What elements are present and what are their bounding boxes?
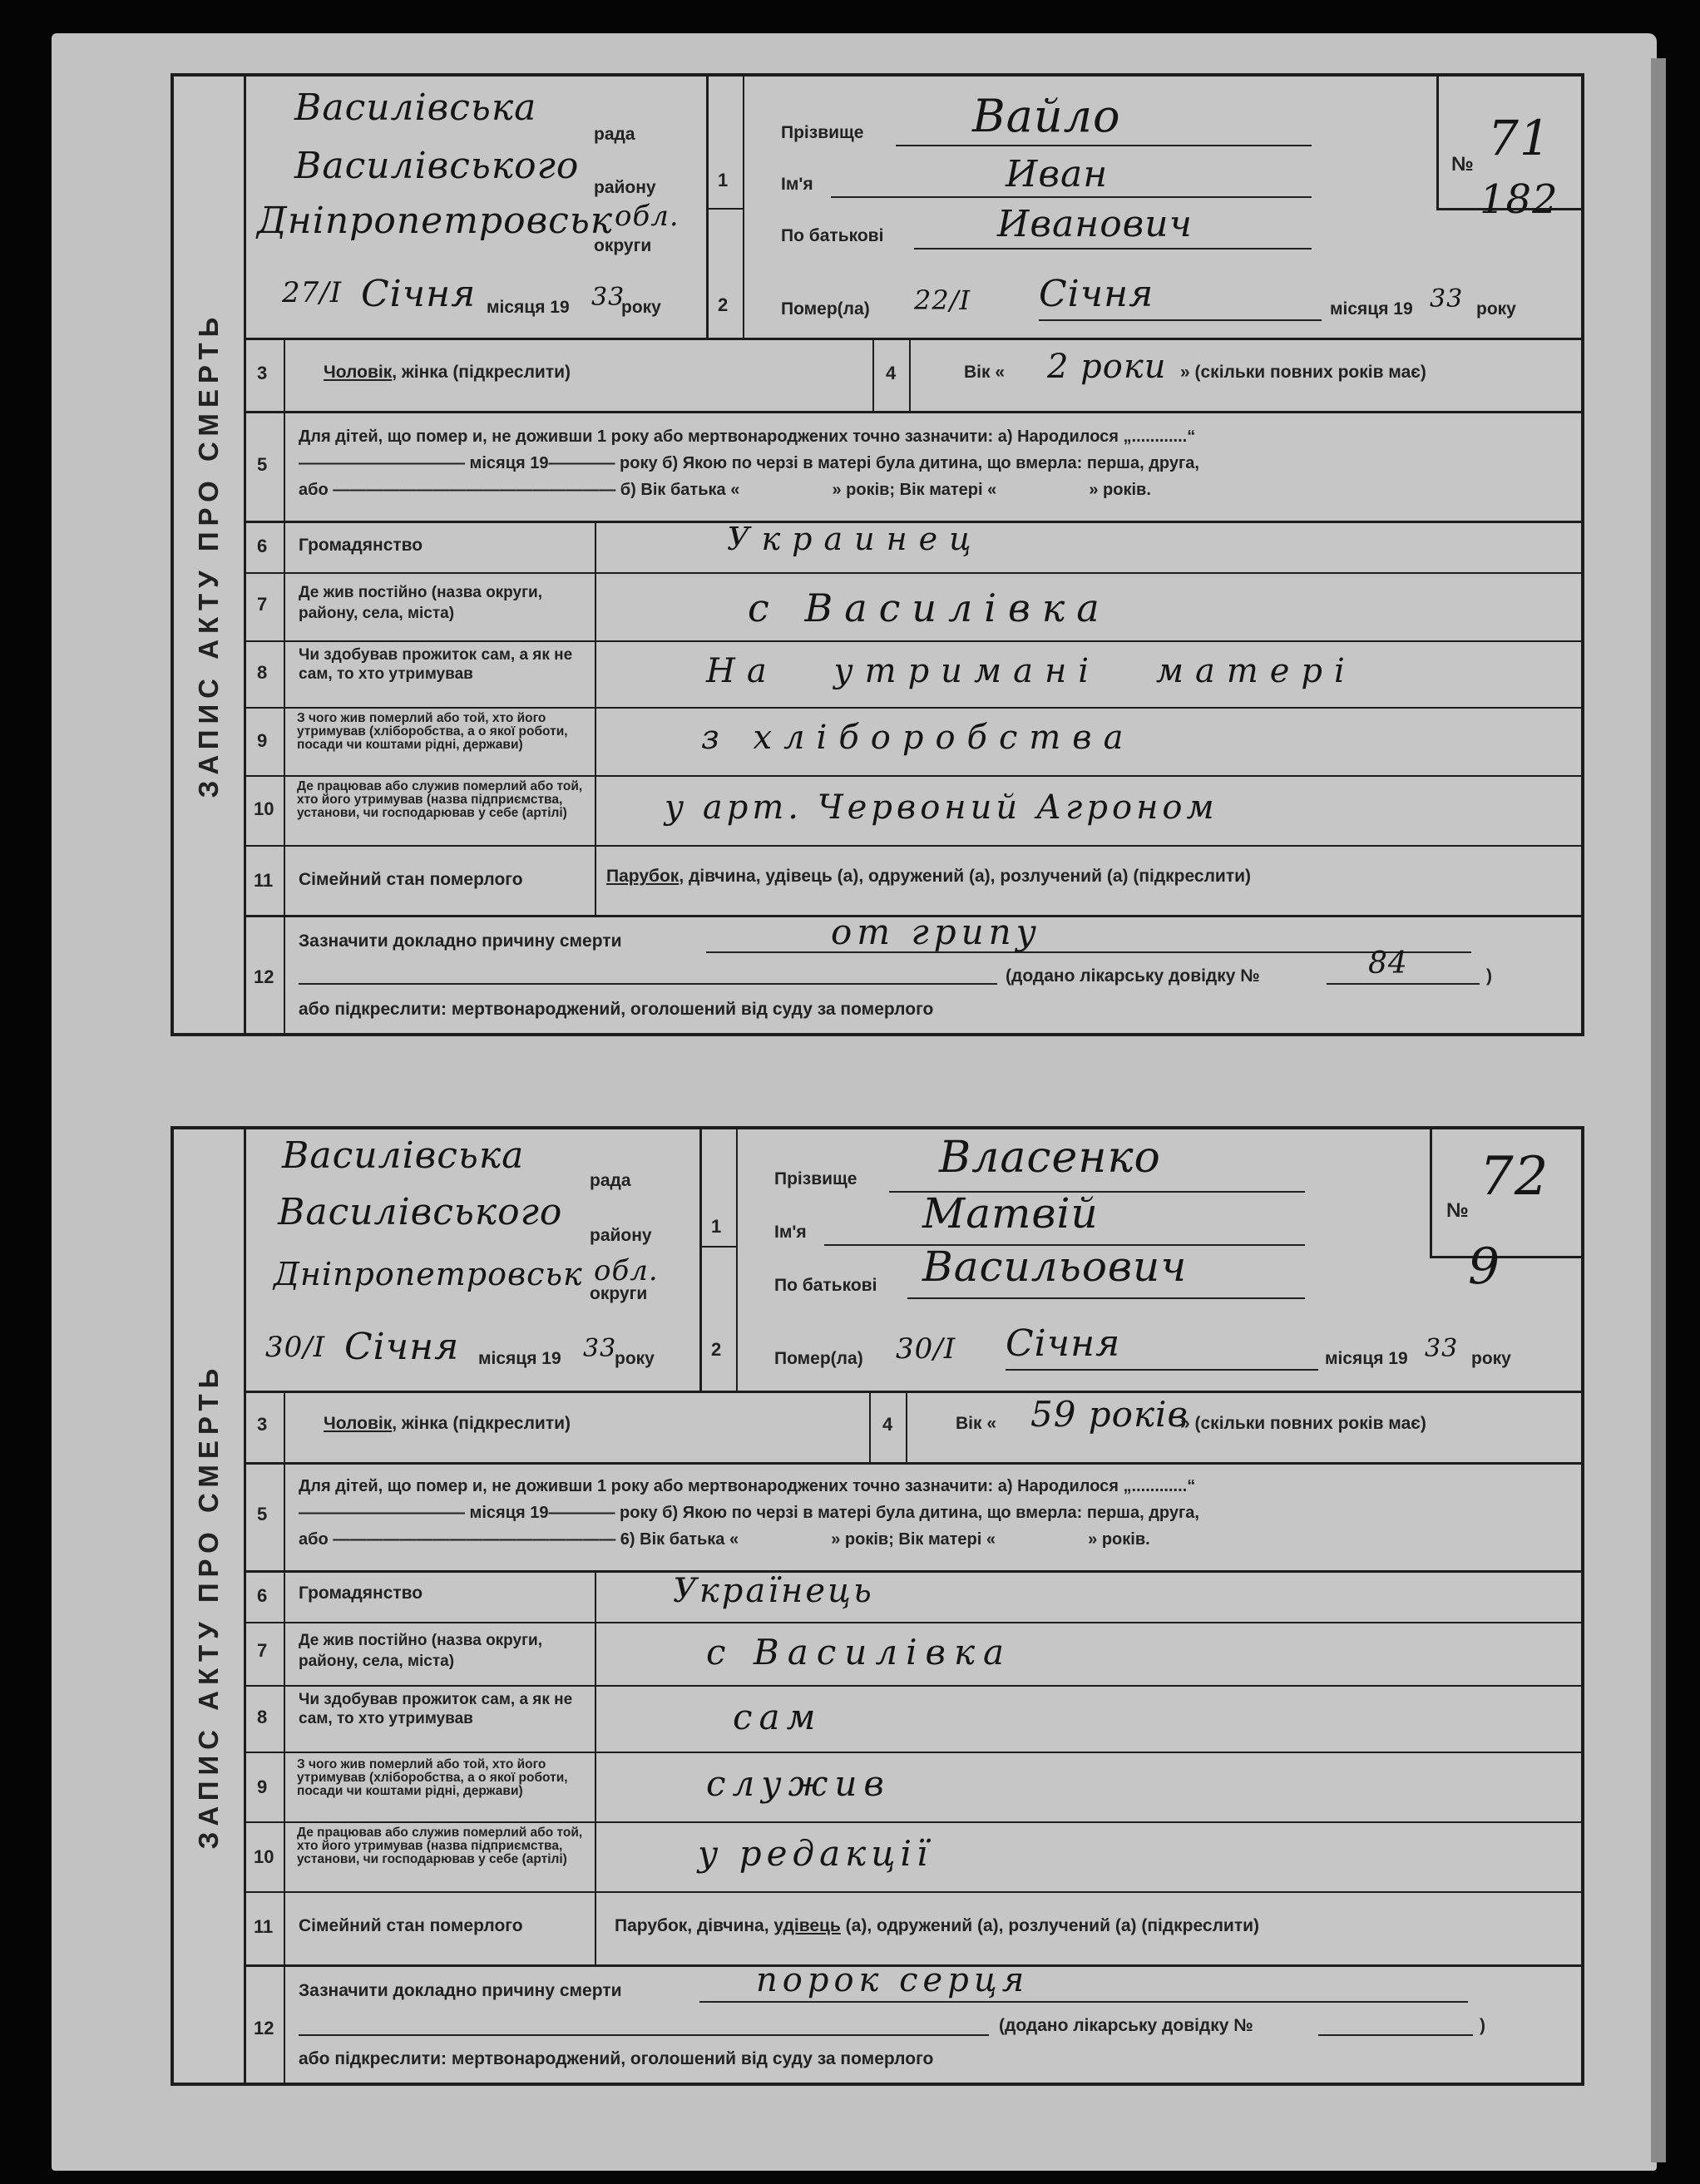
registration-year-label: року	[615, 1349, 655, 1368]
page-edge	[1651, 58, 1666, 2162]
age-value: 59 років	[1030, 1394, 1189, 1435]
sex-other-options: , жінка (підкреслити)	[392, 363, 571, 382]
patronymic-value: Иванович	[997, 203, 1193, 245]
row-4-number: 4	[886, 363, 897, 383]
surname-label: Прізвище	[774, 1169, 857, 1188]
child-info-line-1: Для дітей, що помер и, не доживши 1 року або мертвонароджених точно зазначити: а) Народилося „............“	[299, 1477, 1196, 1495]
district-value: Василівського	[278, 1191, 563, 1233]
registration-day: 30/I	[265, 1331, 326, 1364]
certificate-label: (додано лікарську довідку №	[1006, 966, 1260, 986]
death-month-label: місяця 19	[1330, 299, 1413, 319]
cause-value: порок серця	[756, 1961, 1030, 1999]
sex-other-options: , жінка (підкреслити)	[392, 1414, 571, 1433]
name-label: Ім'я	[781, 175, 813, 194]
oblast-handwritten: обл.	[594, 1254, 659, 1287]
oblast-label: округи	[594, 236, 652, 255]
row-5-number: 5	[257, 1504, 268, 1524]
cause-value: от грипу	[831, 912, 1042, 952]
residence-value: с Василівка	[748, 586, 1111, 630]
patronymic-label: По батькові	[781, 226, 884, 245]
registration-year: 33	[583, 1334, 617, 1363]
livelihood-value: сам	[733, 1697, 823, 1737]
residence-value: с Василівка	[706, 1632, 1013, 1673]
registration-month: Січня	[361, 273, 477, 315]
oblast-handwritten: обл.	[615, 200, 680, 233]
certificate-label: (додано лікарську довідку №	[999, 2016, 1253, 2035]
registration-month: Січня	[344, 1326, 460, 1368]
sex-male-option: Чоловік	[324, 363, 393, 382]
income-value: служив	[706, 1763, 891, 1804]
oblast-value: Дніпропетровськ	[257, 200, 614, 242]
name-label: Ім'я	[774, 1223, 807, 1242]
cause-label: Зазначити докладно причину смерти	[299, 931, 622, 951]
death-record-2	[170, 1126, 1584, 2086]
record-number-value: 71	[1488, 110, 1551, 166]
registration-month-label: місяця 19	[478, 1349, 561, 1368]
district-label: району	[590, 1226, 652, 1245]
row-2-number: 2	[718, 294, 729, 315]
registration-month-label: місяця 19	[487, 298, 570, 317]
residence-label: Де жив постійно (назва округи, району, села, міста)	[299, 584, 542, 622]
row-6-number: 6	[257, 536, 268, 556]
registration-year: 33	[591, 283, 625, 312]
row-11-number: 11	[254, 1916, 274, 1937]
death-record-1	[170, 73, 1584, 1036]
age-label-close: » (скільки повних років має)	[1180, 1414, 1426, 1433]
residence-label: Де жив постійно (назва округи, району, села, міста)	[299, 1632, 542, 1670]
registration-day: 27/I	[282, 276, 343, 309]
death-day: 22/I	[914, 284, 971, 316]
death-month-label: місяця 19	[1325, 1349, 1408, 1368]
certificate-close: )	[1486, 966, 1492, 986]
surname-value: Вайло	[972, 90, 1121, 142]
marital-other-options: , дівчина, удівець (а), одружений (а), розлучений (а) (підкреслити)	[679, 867, 1252, 886]
name-value: Иван	[1006, 153, 1109, 195]
income-label: З чого жив померлий або той, хто його утримував (хліборобства, а о якої роботи, посади чи коштами рідні, держави)	[297, 711, 568, 752]
record-side-title	[174, 77, 246, 1033]
row-8-number: 8	[257, 1707, 268, 1727]
sex-field	[324, 363, 571, 383]
death-year: 33	[1430, 284, 1464, 314]
income-value: з хліборобства	[701, 719, 1135, 757]
row-7-number: 7	[257, 1640, 268, 1661]
age-value: 2 роки	[1047, 348, 1167, 386]
record-number-label: №	[1451, 153, 1474, 175]
died-label: Помер(ла)	[774, 1349, 863, 1368]
marital-label: Сімейний стан померлого	[299, 1916, 523, 1935]
citizenship-value: Українець	[673, 1572, 874, 1610]
record-number-extra: 182	[1480, 176, 1559, 223]
oblast-label: округи	[590, 1284, 648, 1303]
row-1-number: 1	[718, 170, 729, 190]
child-info-line-2: —————————— місяця 19———— року б) Якою по черзі в матері була дитина, що вмерла: перша, друга,	[299, 454, 1199, 472]
death-year-label: року	[1476, 299, 1516, 319]
citizenship-label: Громадянство	[299, 1584, 423, 1603]
marital-bachelor: Парубок	[606, 867, 680, 886]
livelihood-value: На утримані матері	[706, 652, 1357, 690]
death-year-label: року	[1471, 1349, 1511, 1368]
marital-bachelor: Парубок, дівчина,	[615, 1916, 774, 1935]
certificate-close: )	[1480, 2016, 1485, 2035]
cause-label: Зазначити докладно причину смерти	[299, 1981, 622, 2000]
patronymic-label: По батькові	[774, 1276, 877, 1295]
row-12-number: 12	[254, 966, 274, 987]
row-2-number: 2	[711, 1339, 722, 1360]
record-number-extra: 9	[1468, 1238, 1501, 1296]
row-4-number: 4	[882, 1414, 893, 1435]
cause-alternative: або підкреслити: мертвонароджений, оголошений від суду за померлого	[299, 2049, 934, 2068]
citizenship-value: Украинец	[727, 521, 983, 557]
income-label: З чого жив померлий або той, хто його утримував (хліборобства, а о якої роботи, посади чи коштами рідні, держави)	[297, 1757, 568, 1798]
age-label-close: » (скільки повних років має)	[1180, 363, 1426, 382]
child-info-line-2: —————————— місяця 19———— року б) Якою по черзі в матері була дитина, що вмерла: перша, друга,	[299, 1504, 1199, 1522]
district-label: району	[594, 178, 656, 197]
patronymic-value: Васильович	[922, 1243, 1188, 1291]
council-value: Василівська	[294, 86, 537, 129]
council-label: рада	[590, 1171, 631, 1190]
marital-options	[615, 1916, 1259, 1936]
death-year: 33	[1425, 1334, 1459, 1363]
row-5-number: 5	[257, 454, 268, 475]
marital-options	[606, 867, 1251, 887]
record-side-title	[174, 1129, 246, 2083]
row-8-number: 8	[257, 662, 268, 683]
death-month: Січня	[1039, 273, 1154, 315]
child-info-line-3: або ————————————————— б) Вік батька « » років; Вік матері « » років.	[299, 481, 1151, 499]
livelihood-label: Чи здобував прожиток сам, а як не сам, то хто утримував	[299, 1691, 573, 1727]
oblast-value: Дніпропетровськ	[274, 1256, 583, 1292]
council-label: рада	[594, 125, 635, 144]
row-6-number: 6	[257, 1585, 268, 1606]
row-3-number: 3	[257, 363, 268, 383]
row-3-number: 3	[257, 1414, 268, 1435]
age-label-open: Вік «	[964, 363, 1006, 382]
child-info-line-3: або ————————————————— 6) Вік батька « » років; Вік матері « » років.	[299, 1530, 1150, 1549]
row-10-number: 10	[254, 798, 274, 819]
record-number-value: 72	[1480, 1146, 1549, 1208]
row-9-number: 9	[257, 1776, 268, 1797]
council-value: Василівська	[282, 1134, 525, 1177]
row-10-number: 10	[254, 1846, 274, 1867]
district-value: Василівського	[294, 145, 580, 187]
record-number-label: №	[1446, 1199, 1469, 1222]
name-value: Матвій	[922, 1189, 1099, 1238]
row-11-number: 11	[254, 870, 274, 891]
died-label: Помер(ла)	[781, 299, 870, 319]
surname-value: Власенко	[939, 1133, 1161, 1183]
sex-field	[324, 1414, 571, 1434]
cause-alternative: або підкреслити: мертвонароджений, оголошений від суду за померлого	[299, 1000, 934, 1019]
livelihood-label: Чи здобував прожиток сам, а як не сам, то хто утримував	[299, 646, 573, 683]
age-label-open: Вік «	[956, 1414, 997, 1433]
citizenship-label: Громадянство	[299, 536, 423, 555]
marital-label: Сімейний стан померлого	[299, 870, 523, 889]
death-day: 30/I	[896, 1332, 956, 1366]
surname-label: Прізвище	[781, 123, 864, 142]
work-value: у редакції	[698, 1833, 933, 1874]
child-info-line-1: Для дітей, що помер и, не доживши 1 року або мертвонароджених точно зазначити: а) Народилося „............“	[299, 427, 1196, 446]
work-label: Де працював або служив померлий або той, хто його утримував (назва підприємства, установи, чи господарював у себе (артілі)	[297, 779, 583, 820]
row-1-number: 1	[711, 1216, 722, 1237]
side-title-text: ЗАПИС АКТУ ПРО СМЕРТЬ	[193, 311, 224, 798]
work-label: Де працював або служив померлий або той, хто його утримував (назва підприємства, установи, чи господарював у себе (артілі)	[297, 1826, 583, 1866]
work-value: у арт. Червоний Агроном	[665, 788, 1218, 827]
death-month: Січня	[1006, 1322, 1121, 1365]
row-12-number: 12	[254, 2018, 274, 2038]
marital-other-options: (а), одружений (а), розлучений (а) (підкреслити)	[840, 1916, 1260, 1935]
row-7-number: 7	[257, 594, 268, 615]
side-title-text: ЗАПИС АКТУ ПРО СМЕРТЬ	[193, 1362, 224, 1850]
registration-year-label: року	[621, 298, 661, 317]
row-9-number: 9	[257, 730, 268, 751]
sex-male-option: Чоловік	[324, 1414, 393, 1433]
certificate-value: 84	[1368, 946, 1408, 981]
marital-widower: удівець	[773, 1916, 841, 1935]
